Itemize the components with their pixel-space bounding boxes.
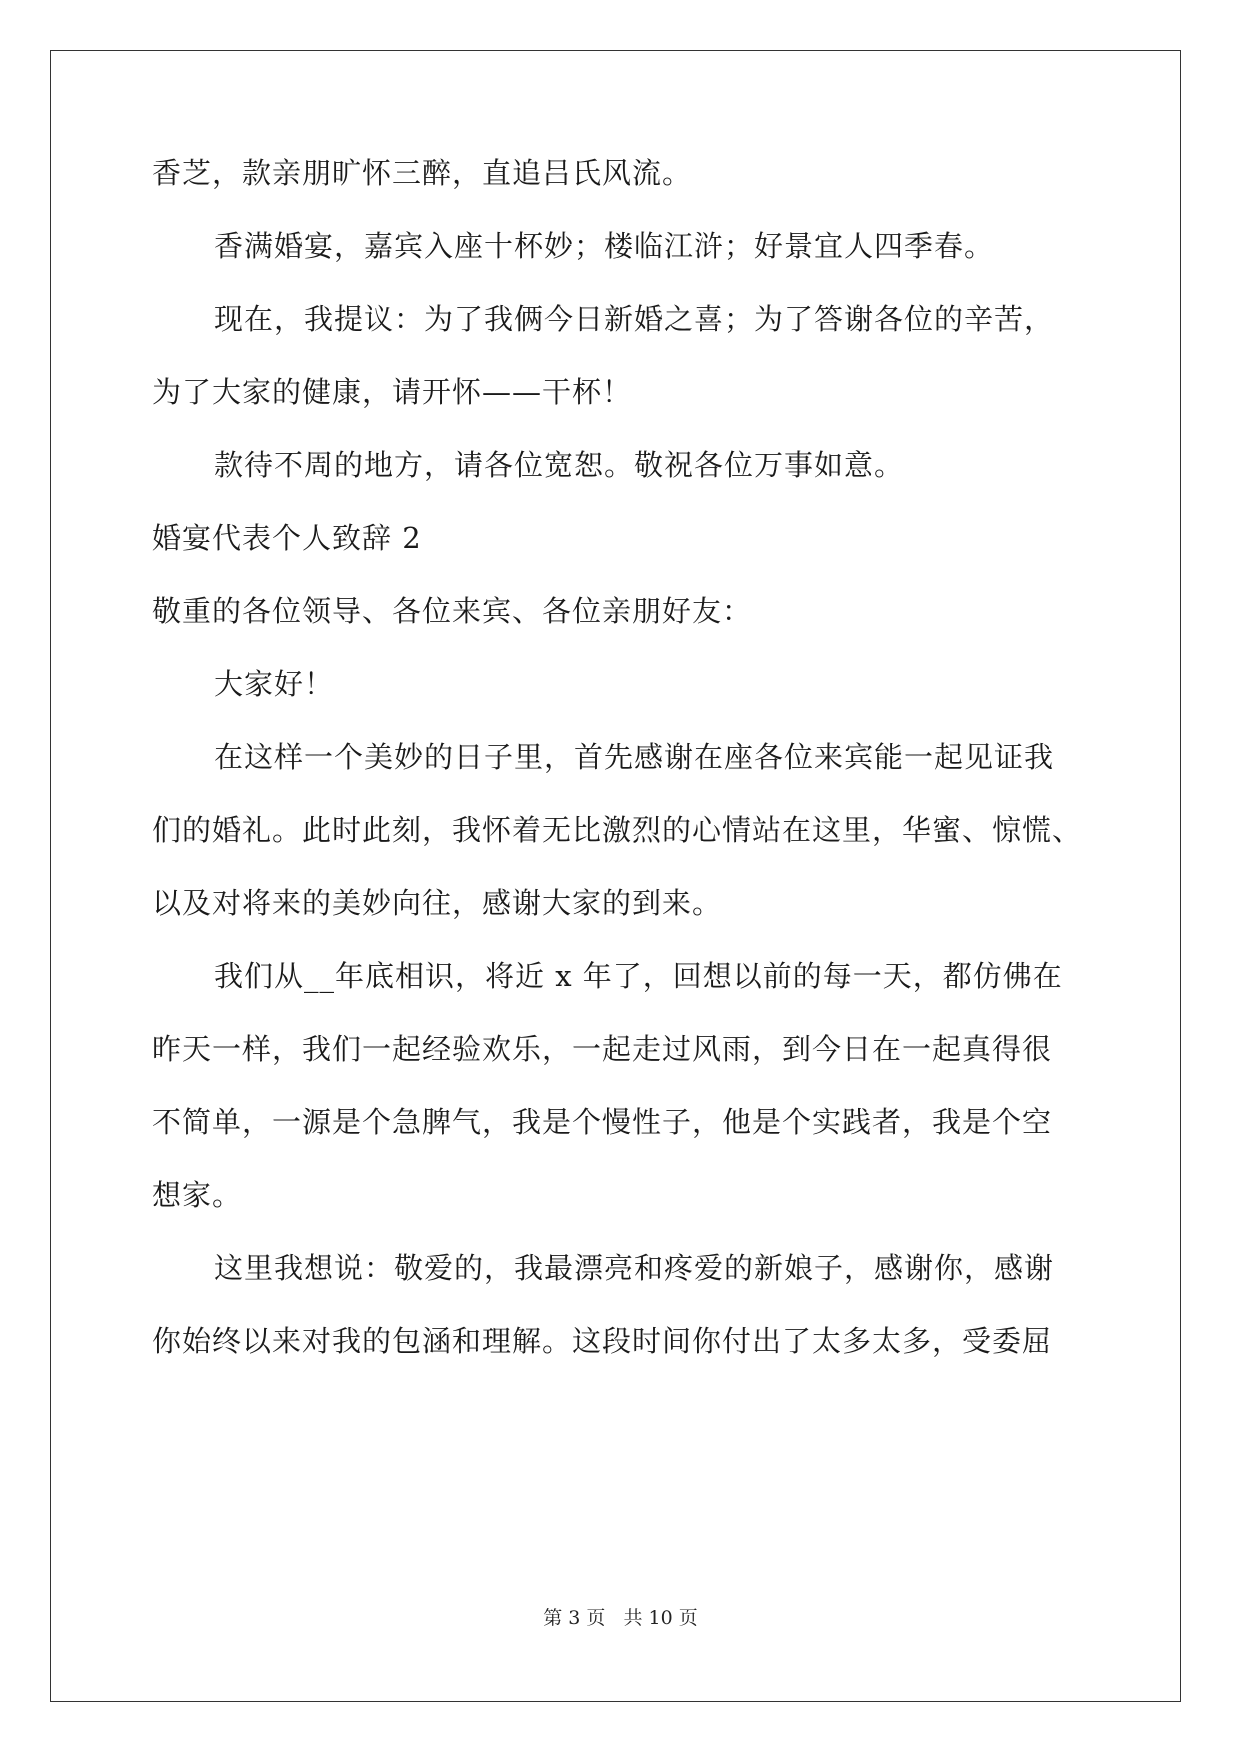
text-line-9: 在这样一个美妙的日子里，首先感谢在座各位来宾能一起见证我: [214, 740, 1055, 774]
text-line-2: 香满婚宴，嘉宾入座十杯妙；楼临江浒；好景宜人四季春。: [214, 229, 995, 263]
text-line-16: 这里我想说：敬爱的，我最漂亮和疼爱的新娘子，感谢你，感谢: [214, 1251, 1055, 1285]
text-line-11: 以及对将来的美妙向往，感谢大家的到来。: [152, 886, 723, 920]
page-total: 共 10 页: [623, 1607, 698, 1629]
text-line-4: 为了大家的健康，请开怀——干杯！: [152, 375, 633, 409]
text-line-3: 现在，我提议：为了我俩今日新婚之喜；为了答谢各位的辛苦，: [214, 302, 1055, 336]
section-heading: 婚宴代表个人致辞 2: [152, 521, 422, 555]
text-line-5: 款待不周的地方，请各位宽恕。敬祝各位万事如意。: [214, 448, 905, 482]
text-line-10: 们的婚礼。此时此刻，我怀着无比激烈的心情站在这里，华蜜、惊慌、: [152, 813, 1083, 847]
text-line-17: 你始终以来对我的包涵和理解。这段时间你付出了太多太多，受委屈: [152, 1324, 1053, 1358]
page-footer: [0, 1606, 1241, 1630]
page-number: 第 3 页: [543, 1607, 606, 1629]
page-border: [50, 50, 1181, 1702]
salutation: 敬重的各位领导、各位来宾、各位亲朋好友：: [152, 594, 753, 628]
text-line-13: 昨天一样，我们一起经验欢乐，一起走过风雨，到今日在一起真得很: [152, 1032, 1053, 1066]
text-line-14: 不简单，一源是个急脾气，我是个慢性子，他是个实践者，我是个空: [152, 1105, 1053, 1139]
greeting: 大家好！: [214, 667, 335, 701]
text-line-15: 想家。: [152, 1178, 243, 1212]
text-line-12: 我们从__年底相识，将近 x 年了，回想以前的每一天，都仿佛在: [214, 959, 1063, 993]
text-line-1: 香芝，款亲朋旷怀三醉，直追吕氏风流。: [152, 156, 693, 190]
